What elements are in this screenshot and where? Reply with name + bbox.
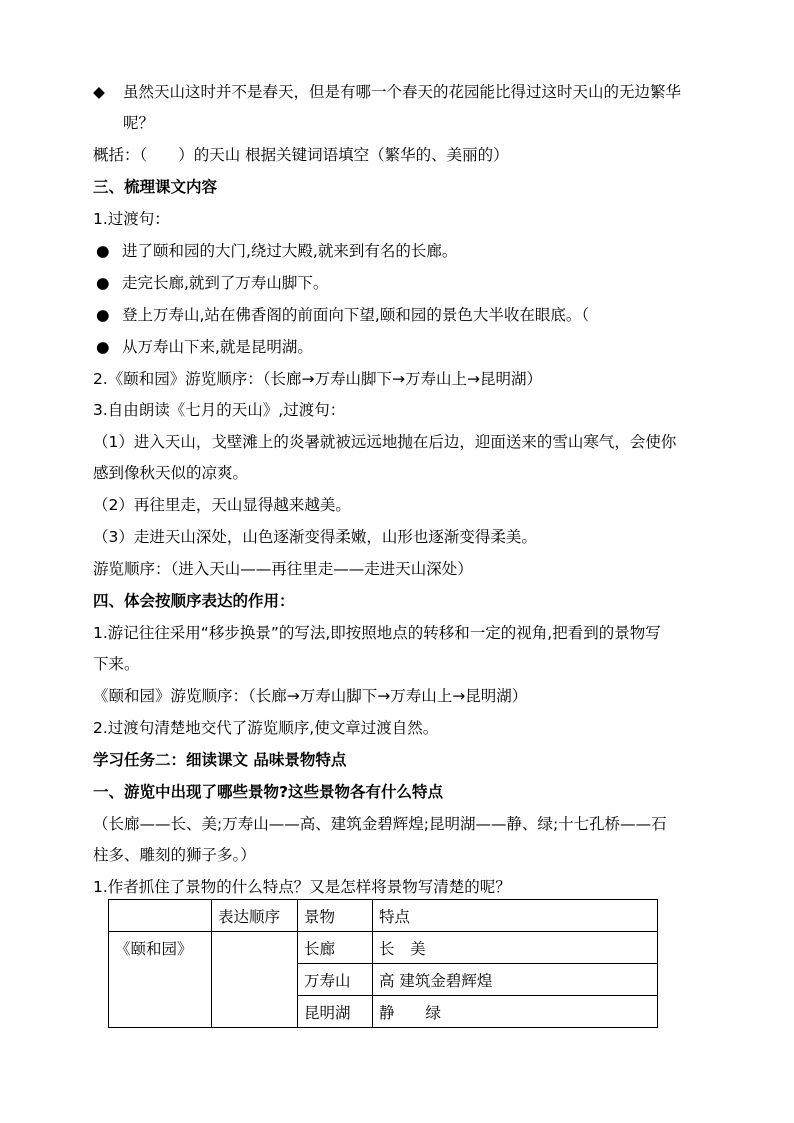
text-line: （1）进入天山，戈壁滩上的炎暑就被远远地抛在后边，迎面送来的雪山寒气，会使你 bbox=[93, 433, 677, 451]
text-line: 呢？ bbox=[123, 114, 155, 132]
bullet-dot-icon: ● bbox=[96, 306, 110, 324]
bullet-text: 登上万寿山,站在佛香阁的前面向下望,颐和园的景色大半收在眼底。（ bbox=[122, 306, 590, 324]
bullet-dot-icon: ● bbox=[96, 338, 110, 356]
table-feature-cell: 静 绿 bbox=[373, 996, 658, 1028]
table-scene-cell: 长廊 bbox=[298, 932, 373, 964]
bullet-item bbox=[96, 305, 716, 325]
table-header-cell bbox=[109, 900, 212, 932]
text-line: 1.过渡句： bbox=[93, 210, 170, 228]
section-heading: 一、游览中出现了哪些景物?这些景物各有什么特点 bbox=[93, 783, 443, 801]
text-line: （3）走进天山深处，山色逐渐变得柔嫩，山形也逐渐变得柔美。 bbox=[93, 528, 537, 546]
text-line: （长廊——长、美;万寿山——高、建筑金碧辉煌;昆明湖——静、绿;十七孔桥——石 bbox=[93, 815, 667, 833]
bullet-text: 进了颐和园的大门,绕过大殿,就来到有名的长廊。 bbox=[122, 242, 458, 260]
bullet-text: 从万寿山下来,就是昆明湖。 bbox=[122, 338, 313, 356]
section-heading: 学习任务二：细读课文 品味景物特点 bbox=[93, 751, 347, 769]
table-header-cell: 特点 bbox=[373, 900, 658, 932]
table-row bbox=[109, 932, 658, 964]
bullet-text: 走完长廊,就到了万寿山脚下。 bbox=[122, 274, 329, 292]
feature-table bbox=[108, 899, 658, 1028]
text-line: 下来。 bbox=[93, 655, 140, 673]
section-heading: 四、体会按顺序表达的作用： bbox=[93, 592, 295, 610]
bullet-dot-icon: ● bbox=[96, 242, 110, 260]
text-line: （2）再往里走，天山显得越来越美。 bbox=[93, 496, 351, 514]
table-header-row bbox=[109, 900, 658, 932]
text-line: 虽然天山这时并不是春天，但是有哪一个春天的花园能比得过这时天山的无边繁华 bbox=[123, 83, 682, 101]
text-line: 2.《颐和园》游览顺序：（长廊→万寿山脚下→万寿山上→昆明湖） bbox=[93, 370, 543, 388]
table-header-cell: 表达顺序 bbox=[212, 900, 298, 932]
bullet-item bbox=[96, 273, 716, 293]
text-line: 柱多、雕刻的狮子多。） bbox=[93, 846, 256, 864]
text-line: 1.游记往往采用“移步换景”的写法,即按照地点的转移和一定的视角,把看到的景物写 bbox=[93, 624, 661, 642]
text-line: 1.作者抓住了景物的什么特点？又是怎样将景物写清楚的呢？ bbox=[93, 878, 511, 896]
table-group-cell: 《颐和园》 bbox=[109, 932, 212, 1028]
text-line: 2.过渡句清楚地交代了游览顺序,使文章过渡自然。 bbox=[93, 719, 439, 737]
section-heading: 三、梳理课文内容 bbox=[93, 178, 218, 196]
table-header-cell: 景物 bbox=[298, 900, 373, 932]
bullet-item bbox=[96, 337, 716, 357]
table-scene-cell: 昆明湖 bbox=[298, 996, 373, 1028]
text-line: 感到像秋天似的凉爽。 bbox=[93, 464, 249, 482]
bullet-item bbox=[96, 241, 716, 261]
table-scene-cell: 万寿山 bbox=[298, 964, 373, 996]
text-line: 游览顺序：（进入天山——再往里走——走进天山深处） bbox=[93, 560, 473, 578]
table-feature-cell: 高 建筑金碧辉煌 bbox=[373, 964, 658, 996]
table-feature-cell: 长 美 bbox=[373, 932, 658, 964]
table-order-cell bbox=[212, 932, 298, 1028]
diamond-bullet-icon: ◆ bbox=[93, 83, 105, 101]
text-line: 《颐和园》游览顺序：（长廊→万寿山脚下→万寿山上→昆明湖） bbox=[93, 687, 528, 705]
text-line: 3.自由朗读《七月的天山》,过渡句： bbox=[93, 401, 346, 419]
text-line: 概括：（ ）的天山 根据关键词语填空（繁华的、美丽的） bbox=[93, 146, 509, 164]
bullet-dot-icon: ● bbox=[96, 274, 110, 292]
